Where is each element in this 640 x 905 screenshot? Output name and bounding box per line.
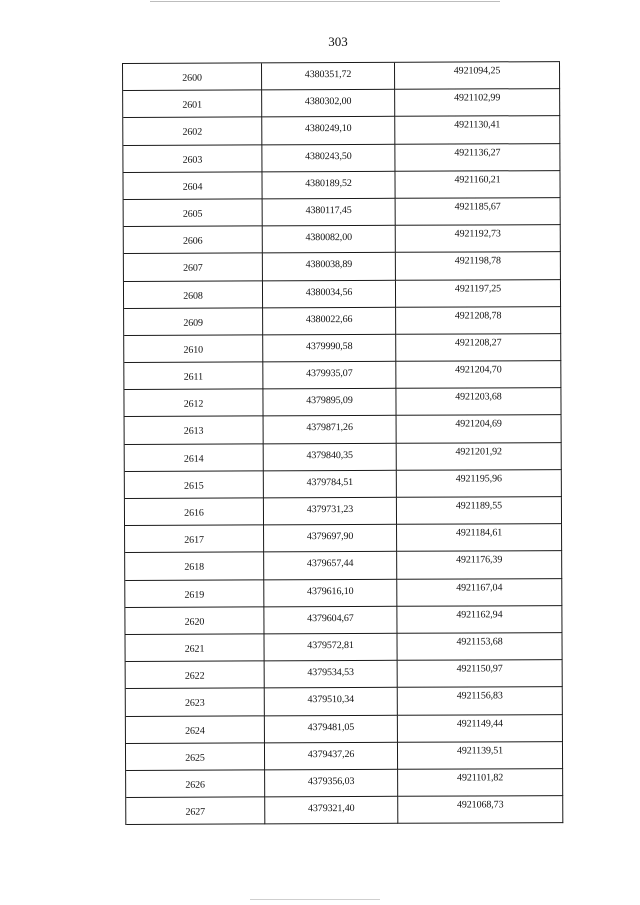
- x-coordinate-cell: 4379604,67: [264, 607, 397, 635]
- point-number-cell: 2608: [124, 281, 263, 309]
- table-row: [126, 715, 563, 744]
- y-coordinate-cell: 4921198,78: [396, 252, 561, 280]
- x-coordinate-cell: 4380249,10: [262, 117, 395, 145]
- y-coordinate-cell: 4921101,82: [398, 769, 563, 797]
- point-number-cell: 2609: [124, 308, 263, 336]
- table-row: [124, 198, 561, 227]
- page-number: 303: [328, 34, 348, 49]
- table-row: [124, 225, 561, 254]
- point-number-cell: 2624: [126, 716, 265, 744]
- coordinates-table: [122, 61, 563, 825]
- point-number-cell: 2619: [125, 580, 264, 608]
- y-coordinate-cell: 4921201,92: [397, 443, 562, 471]
- point-number-cell: 2605: [124, 199, 263, 227]
- x-coordinate-cell: 4379657,44: [264, 552, 397, 580]
- table-row: [126, 742, 563, 771]
- x-coordinate-cell: 4379731,23: [264, 498, 397, 526]
- point-number-cell: 2607: [124, 254, 263, 282]
- point-number-cell: 2600: [123, 63, 262, 91]
- table-row: [123, 116, 560, 145]
- y-coordinate-cell: 4921197,25: [396, 280, 561, 308]
- x-coordinate-cell: 4379697,90: [264, 525, 397, 553]
- y-coordinate-cell: 4921162,94: [397, 606, 562, 634]
- y-coordinate-cell: 4921094,25: [395, 62, 560, 90]
- point-number-cell: 2617: [125, 526, 264, 554]
- table-row: [123, 89, 560, 118]
- y-coordinate-cell: 4921176,39: [397, 551, 562, 579]
- x-coordinate-cell: 4379510,34: [265, 688, 398, 716]
- y-coordinate-cell: 4921139,51: [398, 742, 563, 770]
- table-row: [125, 416, 562, 445]
- point-number-cell: 2614: [125, 444, 264, 472]
- x-coordinate-cell: 4379481,05: [265, 715, 398, 743]
- x-coordinate-cell: 4379534,53: [265, 661, 398, 689]
- point-number-cell: 2627: [126, 797, 265, 825]
- y-coordinate-cell: 4921184,61: [397, 524, 562, 552]
- x-coordinate-cell: 4380082,00: [263, 226, 396, 254]
- y-coordinate-cell: 4921208,27: [396, 334, 561, 362]
- x-coordinate-cell: 4379895,09: [263, 389, 396, 417]
- point-number-cell: 2620: [125, 607, 264, 635]
- table-row: [123, 171, 560, 200]
- x-coordinate-cell: 4379784,51: [264, 471, 397, 499]
- y-coordinate-cell: 4921149,44: [398, 715, 563, 743]
- point-number-cell: 2615: [125, 471, 264, 499]
- x-coordinate-cell: 4380351,72: [262, 63, 395, 91]
- table-row: [124, 307, 561, 336]
- y-coordinate-cell: 4921156,83: [398, 687, 563, 715]
- table-row: [126, 769, 563, 798]
- x-coordinate-cell: 4380189,52: [262, 172, 395, 200]
- point-number-cell: 2606: [124, 227, 263, 255]
- point-number-cell: 2601: [123, 91, 262, 119]
- table-row: [126, 687, 563, 716]
- table-row: [125, 497, 562, 526]
- x-coordinate-cell: 4379935,07: [263, 362, 396, 390]
- point-number-cell: 2626: [126, 770, 265, 798]
- x-coordinate-cell: 4379840,35: [264, 443, 397, 471]
- table-row: [125, 551, 562, 580]
- table-row: [124, 388, 561, 417]
- y-coordinate-cell: 4921150,97: [398, 660, 563, 688]
- y-coordinate-cell: 4921130,41: [395, 116, 560, 144]
- point-number-cell: 2616: [125, 498, 264, 526]
- table-row: [125, 633, 562, 662]
- y-coordinate-cell: 4921203,68: [396, 388, 561, 416]
- top-scan-edge: [150, 1, 500, 2]
- table-row: [124, 361, 561, 390]
- y-coordinate-cell: 4921204,70: [396, 361, 561, 389]
- x-coordinate-cell: 4379871,26: [264, 416, 397, 444]
- x-coordinate-cell: 4380038,89: [263, 253, 396, 281]
- x-coordinate-cell: 4379616,10: [264, 579, 397, 607]
- point-number-cell: 2603: [123, 145, 262, 173]
- table-row: [125, 470, 562, 499]
- x-coordinate-cell: 4379572,81: [264, 634, 397, 662]
- point-number-cell: 2602: [123, 118, 262, 146]
- y-coordinate-cell: 4921185,67: [396, 198, 561, 226]
- x-coordinate-cell: 4379321,40: [265, 797, 398, 825]
- point-number-cell: 2612: [124, 390, 263, 418]
- y-coordinate-cell: 4921204,69: [397, 416, 562, 444]
- table-row: [126, 660, 563, 689]
- point-number-cell: 2604: [123, 172, 262, 200]
- y-coordinate-cell: 4921160,21: [395, 171, 560, 199]
- y-coordinate-cell: 4921068,73: [398, 796, 563, 824]
- table-row: [125, 524, 562, 553]
- y-coordinate-cell: 4921167,04: [397, 579, 562, 607]
- x-coordinate-cell: 4380302,00: [262, 90, 395, 118]
- table-row: [123, 144, 560, 173]
- y-coordinate-cell: 4921192,73: [396, 225, 561, 253]
- point-number-cell: 2623: [126, 689, 265, 717]
- y-coordinate-cell: 4921189,55: [397, 497, 562, 525]
- y-coordinate-cell: 4921195,96: [397, 470, 562, 498]
- x-coordinate-cell: 4380034,56: [263, 280, 396, 308]
- table-row: [125, 443, 562, 472]
- x-coordinate-cell: 4379990,58: [263, 335, 396, 363]
- y-coordinate-cell: 4921136,27: [395, 144, 560, 172]
- table-row: [124, 252, 561, 281]
- x-coordinate-cell: 4379356,03: [265, 770, 398, 798]
- point-number-cell: 2613: [125, 417, 264, 445]
- point-number-cell: 2610: [124, 335, 263, 363]
- x-coordinate-cell: 4380022,66: [263, 307, 396, 335]
- table-row: [125, 606, 562, 635]
- table-row: [124, 280, 561, 309]
- x-coordinate-cell: 4380243,50: [262, 144, 395, 172]
- table-row: [126, 796, 563, 825]
- y-coordinate-cell: 4921208,78: [396, 307, 561, 335]
- y-coordinate-cell: 4921153,68: [397, 633, 562, 661]
- table-row: [125, 579, 562, 608]
- y-coordinate-cell: 4921102,99: [395, 89, 560, 117]
- point-number-cell: 2625: [126, 743, 265, 771]
- x-coordinate-cell: 4380117,45: [263, 199, 396, 227]
- table-row: [123, 62, 560, 91]
- x-coordinate-cell: 4379437,26: [265, 742, 398, 770]
- point-number-cell: 2611: [124, 362, 263, 390]
- point-number-cell: 2618: [125, 553, 264, 581]
- point-number-cell: 2622: [126, 662, 265, 690]
- point-number-cell: 2621: [125, 634, 264, 662]
- bottom-scan-edge: [250, 899, 380, 900]
- table-row: [124, 334, 561, 363]
